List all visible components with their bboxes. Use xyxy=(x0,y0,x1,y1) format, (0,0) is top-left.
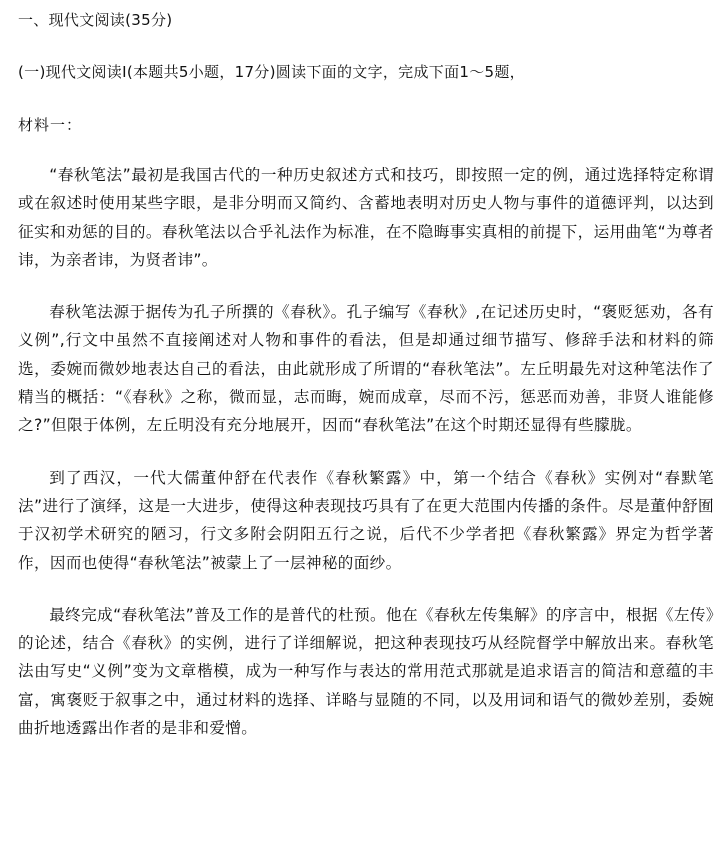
section-heading: 一、现代文阅读(35分) xyxy=(18,11,173,29)
paragraph: “春秋笔法”最初是我国古代的一种历史叙述方式和技巧，即按照一定的例，通过选择特定称谓或在叙述时使用某些字眼，是非分明而又简约、含蓄地表明对历史人物与事件的道德评判，以达到征实和劝惩的目的。春秋笔法以合乎礼法作为标准，在不隐晦事实真相的前提下，运用曲笔“为尊者讳，为亲者讳，为贤者讳”。 xyxy=(18,166,714,269)
section-subheading: (一)现代文阅读I(本题共5小题，17分)圆读下面的文字，完成下面1～5题， xyxy=(18,63,525,81)
material-label: 材料一： xyxy=(18,116,83,134)
paragraph: 最终完成“春秋笔法”普及工作的是普代的杜预。他在《春秋左传集解》的序言中，根据《左传》的论述，结合《春秋》的实例，进行了详细解说，把这种表现技巧从经院督学中解放出来。春秋笔法由写史“义例”变为文章楷模，成为一种写作与表达的常用范式那就是追求语言的简洁和意蕴的丰富，寓褒贬于叙事之中，通过材料的选择、详略与显随的不同，以及用词和语气的微妙差别，委婉曲折地透露出作者的是非和爱憎。 xyxy=(18,605,714,738)
paragraph: 到了西汉，一代大儒董仲舒在代表作《春秋繁露》中，第一个结合《春秋》实例对“春默笔法”进行了演绎，这是一大进步，使得这种表现技巧具有了在更大范围内传播的条件。尽是董仲舒囿于汉初学术研究的陋习，行文多附会阴阳五行之说，后代不少学者把《春秋繁露》界定为哲学著作，因而也使得“春秋笔法”被蒙上了一层神秘的面纱。 xyxy=(18,468,714,572)
paragraph: 春秋笔法源于据传为孔子所撰的《春秋》。孔子编写《春秋》,在记述历史时，“褒贬惩劝，各有义例”,行文中虽然不直接阐述对人物和事件的看法，但是却通过细节描写、修辞手法和材料的筛选，委婉而微妙地表达自己的看法，由此就形成了所谓的“春秋笔法”。左丘明最先对这种笔法作了精当的概括：“《春秋》之称，微而显，志而晦，婉而成章，尽而不污，惩恶而劝善，非贤人谁能修之?”但限于体例，左丘明没有充分地展开，因而“春秋笔法”在这个时期还显得有些朦胧。 xyxy=(18,303,714,435)
